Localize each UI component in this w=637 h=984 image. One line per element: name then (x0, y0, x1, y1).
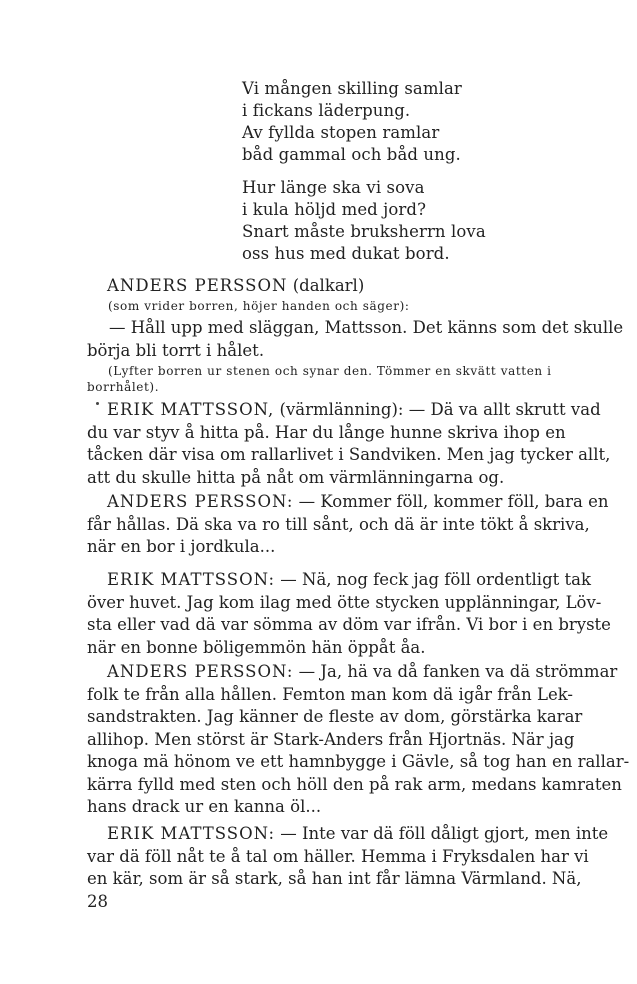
dialogue-text: (värmlänning): — Dä va allt skrutt vad (274, 400, 601, 419)
dialogue-line: när en bonne böligemmön hän öppåt åa. (87, 637, 426, 657)
dialogue-speaker: ERIK MATTSSON, (107, 400, 275, 419)
dialogue-line: var dä föll nåt te å tal om häller. Hemma i Fryksdalen har vi (87, 846, 589, 866)
dialogue-speaker: ANDERS PERSSON: (107, 492, 294, 511)
dialogue-paragraph (87, 491, 609, 559)
verse-line: i kula höljd med jord? (242, 200, 427, 219)
dialogue-paragraph (87, 823, 609, 891)
dialogue-line (87, 569, 591, 592)
dialogue-line: du var styv å hitta på. Har du långe hunne skriva ihop en (87, 422, 566, 442)
dialogue-line: över huvet. Jag kom ilag med ötte stycken upplänningar, Löv- (87, 592, 602, 612)
dialogue-text: — Kommer föll, kommer föll, bara en (293, 492, 609, 511)
verse-line: Snart måste bruksherrn lova (242, 222, 486, 241)
dialogue-line: att du skulle hitta på nåt om värmlänningarna og. (87, 467, 505, 487)
dialogue-speaker: ANDERS PERSSON: (107, 662, 294, 681)
dialogue-line: en kär, som är så stark, så han int får lämna Värmland. Nä, (87, 869, 582, 888)
verse-line: oss hus med dukat bord. (242, 244, 450, 263)
dialogue-line (87, 823, 609, 846)
speech-paragraph (87, 317, 624, 362)
dialogue-line (87, 399, 601, 422)
dialogue-line: folk te från alla hållen. Femton man kom dä igår från Lek- (87, 684, 574, 704)
dialogue-line: får hållas. Dä ska va ro till sånt, och dä är inte tökt å skriva, (87, 514, 590, 534)
verse-line: Hur länge ska vi sova (242, 178, 425, 197)
dialogue-line: sta eller vad dä var sömma av döm var ifrån. Vi bor i en bryste (87, 615, 611, 634)
dialogue-paragraph (87, 399, 611, 489)
verse-line: i fickans läderpung. (242, 101, 411, 120)
dialogue-text: — Nä, nog feck jag föll ordentligt tak (275, 570, 591, 589)
dialogue-text: — Ja, hä va då fanken va dä strömmar (293, 662, 618, 681)
dialogue-line: sandstrakten. Jag känner de fleste av dom, görstärka karar (87, 707, 583, 726)
speech-line: — Håll upp med släggan, Mattsson. Det känns som det skulle (109, 318, 624, 337)
stage-direction: borrhålet). (87, 380, 160, 394)
dialogue-line: hans drack ur en kanna öl... (87, 797, 322, 816)
dialogue-line (87, 661, 618, 684)
page-number: 28 (87, 892, 108, 911)
dialogue-paragraph (87, 661, 630, 819)
speaker-name: ANDERS PERSSON (107, 276, 288, 295)
verse-line: båd gammal och båd ung. (242, 145, 461, 164)
dialogue-line: allihop. Men störst är Stark-Anders från Hjortnäs. När jag (87, 729, 575, 749)
dialogue-text: — Inte var dä föll dåligt gjort, men inte (275, 824, 609, 843)
dialogue-line: tåcken där visa om rallarlivet i Sandviken. Men jag tycker allt, (87, 445, 611, 464)
speech-line: börja bli torrt i hålet. (87, 340, 265, 360)
stage-direction: (Lyfter borren ur stenen och synar den. Tömmer en skvätt vatten i (108, 364, 552, 378)
speaker-origin: (dalkarl) (292, 276, 365, 295)
dialogue-paragraph (87, 569, 611, 659)
dialogue-speaker: ERIK MATTSSON: (107, 824, 276, 843)
dialogue-line (87, 491, 609, 514)
verse-line: Vi mången skilling samlar (242, 79, 462, 98)
dialogue-line: när en bor i jordkula... (87, 537, 276, 556)
dialogue-speaker: ERIK MATTSSON: (107, 570, 276, 589)
verse-line: Av fyllda stopen ramlar (242, 123, 440, 142)
dialogue-line: knoga mä hönom ve ett hamnbygge i Gävle, så tog han en rallar- (87, 752, 630, 771)
speaker-heading (107, 276, 364, 296)
dialogue-line: kärra fylld med sten och höll den på rak arm, medans kamraten (87, 774, 622, 794)
stage-direction: (som vrider borren, höjer handen och säger): (108, 299, 410, 313)
